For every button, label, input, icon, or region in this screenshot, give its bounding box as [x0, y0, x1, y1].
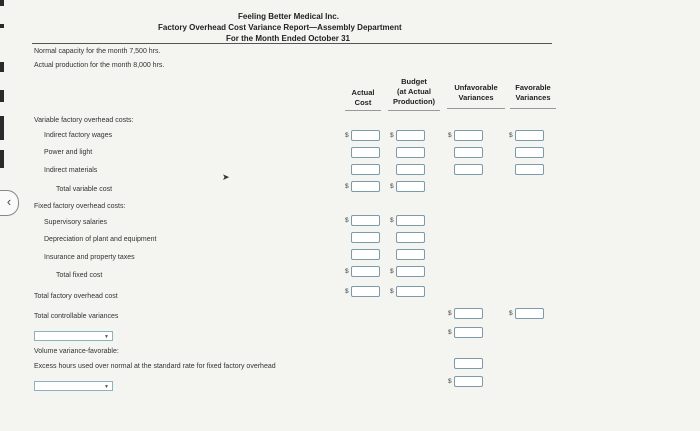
- excess-hours-label: Excess hours used over normal at the standard rate for fixed factory overhead: [34, 363, 276, 370]
- back-chevron-icon[interactable]: ‹: [0, 190, 19, 216]
- unfav-controllable-input[interactable]: [454, 308, 483, 319]
- variable-header: Variable factory overhead costs:: [34, 117, 134, 124]
- fav-power-input[interactable]: [515, 147, 544, 158]
- unfav-controllable-2-input[interactable]: [454, 327, 483, 338]
- fav-controllable-input[interactable]: [515, 308, 544, 319]
- actual-materials-input[interactable]: [351, 164, 380, 175]
- col-favorable: Favorable Variances: [515, 83, 551, 102]
- actual-supervisory-input[interactable]: [351, 215, 380, 226]
- left-edge-mark: [0, 150, 4, 168]
- row-total-overhead: Total factory overhead cost: [34, 293, 118, 300]
- actual-total-overhead-input[interactable]: [351, 286, 380, 297]
- row-indirect-wages: Indirect factory wages: [44, 132, 113, 139]
- fixed-header: Fixed factory overhead costs:: [34, 203, 126, 210]
- actual-depreciation-input[interactable]: [351, 232, 380, 243]
- unfav-power-input[interactable]: [454, 147, 483, 158]
- actual-insurance-input[interactable]: [351, 249, 380, 260]
- report-period: For the Month Ended October 31: [226, 34, 351, 43]
- budget-total-variable-input[interactable]: [396, 181, 425, 192]
- budget-total-overhead-input[interactable]: [396, 286, 425, 297]
- controllable-variance-select[interactable]: [34, 331, 113, 341]
- header-rule: [32, 43, 552, 44]
- volume-variance-label: Volume variance-favorable:: [34, 348, 119, 355]
- fav-materials-input[interactable]: [515, 164, 544, 175]
- budget-supervisory-input[interactable]: [396, 215, 425, 226]
- company-name: Feeling Better Medical Inc.: [238, 12, 339, 21]
- left-edge-mark: [0, 116, 4, 140]
- unfav-volume-2-input[interactable]: [454, 376, 483, 387]
- actual-production: Actual production for the month 8,000 hrs.: [34, 62, 165, 69]
- actual-total-fixed-input[interactable]: [351, 266, 380, 277]
- row-depreciation: Depreciation of plant and equipment: [44, 236, 157, 243]
- row-total-fixed: Total fixed cost: [56, 272, 103, 279]
- row-insurance: Insurance and property taxes: [44, 254, 135, 261]
- actual-total-variable-input[interactable]: [351, 181, 380, 192]
- budget-power-input[interactable]: [396, 147, 425, 158]
- left-edge-mark: [0, 0, 4, 6]
- budget-indirect-wages-input[interactable]: [396, 130, 425, 141]
- col-actual-cost: Actual Cost: [351, 88, 375, 107]
- left-edge-mark: [0, 90, 4, 102]
- actual-indirect-wages-input[interactable]: [351, 130, 380, 141]
- actual-power-input[interactable]: [351, 147, 380, 158]
- volume-variance-select[interactable]: [34, 381, 113, 391]
- unfav-indirect-wages-input[interactable]: [454, 130, 483, 141]
- caret-down-icon: ▼: [104, 334, 109, 340]
- col-budget: Budget (at Actual Production): [392, 77, 436, 106]
- fav-indirect-wages-input[interactable]: [515, 130, 544, 141]
- caret-down-icon: ▼: [104, 384, 109, 390]
- cursor-icon: ➤: [222, 172, 230, 182]
- row-total-variable: Total variable cost: [56, 186, 113, 193]
- row-supervisory: Supervisory salaries: [44, 219, 108, 226]
- normal-capacity: Normal capacity for the month 7,500 hrs.: [34, 48, 161, 55]
- row-materials: Indirect materials: [44, 167, 98, 174]
- budget-depreciation-input[interactable]: [396, 232, 425, 243]
- left-edge-mark: [0, 24, 4, 28]
- unfav-volume-input[interactable]: [454, 358, 483, 369]
- budget-total-fixed-input[interactable]: [396, 266, 425, 277]
- report-title: Factory Overhead Cost Variance Report—Assembly Department: [158, 23, 402, 32]
- budget-insurance-input[interactable]: [396, 249, 425, 260]
- unfav-materials-input[interactable]: [454, 164, 483, 175]
- budget-materials-input[interactable]: [396, 164, 425, 175]
- col-unfavorable: Unfavorable Variances: [454, 83, 498, 102]
- left-edge-mark: [0, 62, 4, 72]
- row-total-controllable: Total controllable variances: [34, 313, 119, 320]
- row-power: Power and light: [44, 149, 93, 156]
